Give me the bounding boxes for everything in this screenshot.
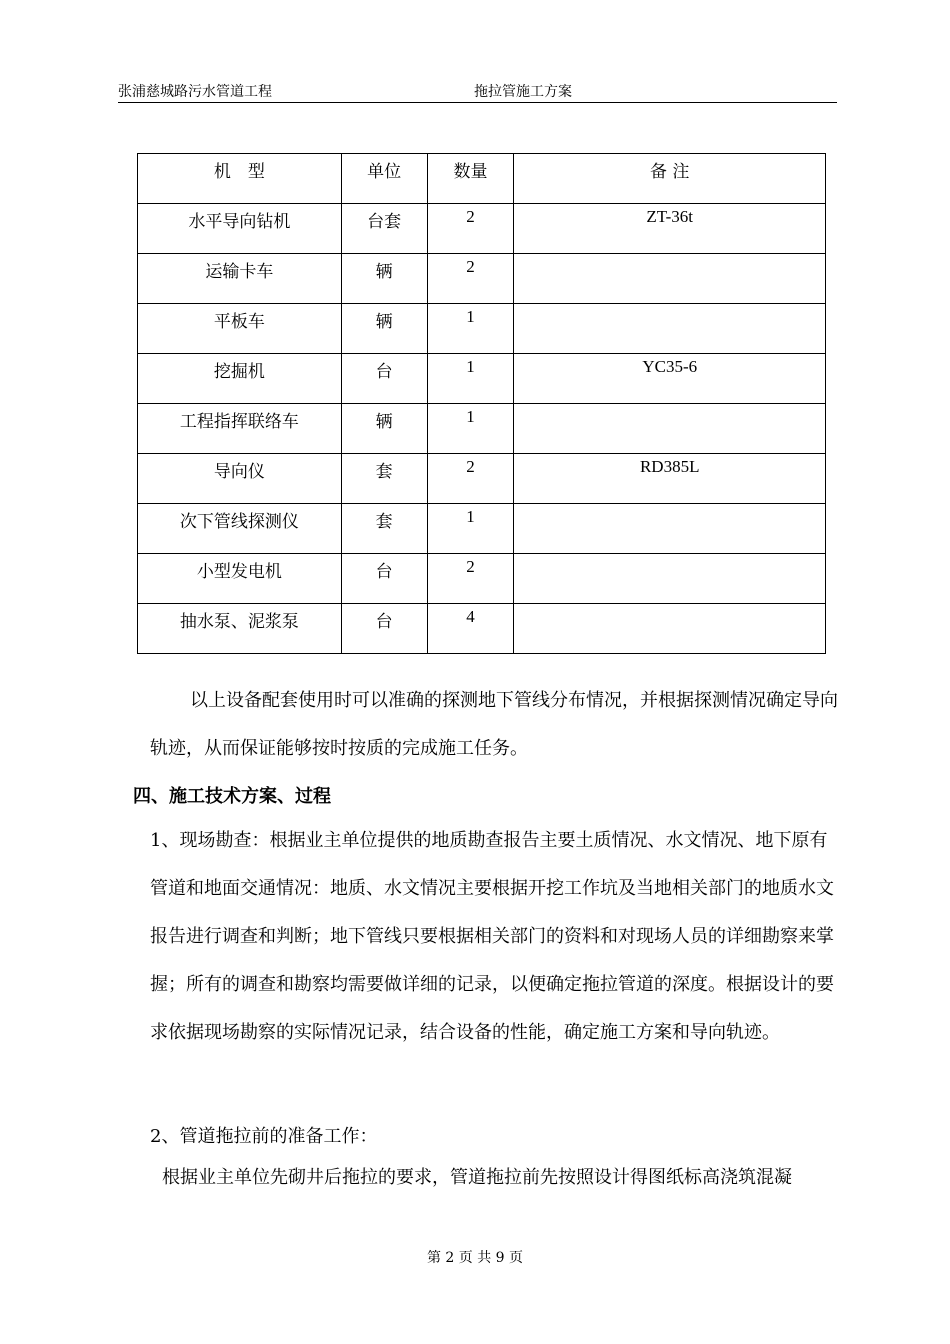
cell-remarks: ZT-36t bbox=[514, 204, 826, 254]
table-row bbox=[138, 504, 826, 554]
page-number: 第 2 页 共 9 页 bbox=[426, 1250, 524, 1266]
cell-unit: 辆 bbox=[341, 404, 427, 454]
header-cell-model: 机 型 bbox=[138, 154, 342, 204]
table-row bbox=[138, 554, 826, 604]
cell-quantity: 1 bbox=[427, 404, 514, 454]
section-heading: 四、施工技术方案、过程 bbox=[133, 786, 331, 807]
cell-unit: 辆 bbox=[341, 254, 427, 304]
cell-unit: 辆 bbox=[341, 304, 427, 354]
table-header-row bbox=[138, 154, 826, 204]
cell-quantity: 2 bbox=[427, 554, 514, 604]
cell-quantity: 1 bbox=[427, 504, 514, 554]
preparation-subheading: 2、管道拖拉前的准备工作： bbox=[150, 1126, 378, 1147]
cell-unit: 套 bbox=[341, 454, 427, 504]
cell-quantity: 2 bbox=[427, 254, 514, 304]
table-row bbox=[138, 604, 826, 654]
cell-model: 小型发电机 bbox=[138, 554, 342, 604]
cell-unit: 套 bbox=[341, 504, 427, 554]
preparation-paragraph: 根据业主单位先砌井后拖拉的要求，管道拖拉前先按照设计得图纸标高浇筑混凝 bbox=[162, 1167, 792, 1188]
cell-quantity: 4 bbox=[427, 604, 514, 654]
cell-model: 平板车 bbox=[138, 304, 342, 354]
table-row bbox=[138, 404, 826, 454]
project-name: 张浦慈城路污水管道工程 bbox=[118, 84, 272, 100]
header-cell-remarks: 备 注 bbox=[514, 154, 826, 204]
cell-remarks bbox=[514, 504, 826, 554]
cell-remarks bbox=[514, 404, 826, 454]
cell-remarks bbox=[514, 304, 826, 354]
cell-quantity: 1 bbox=[427, 304, 514, 354]
table-row bbox=[138, 204, 826, 254]
cell-quantity: 2 bbox=[427, 454, 514, 504]
cell-model: 抽水泵、泥浆泵 bbox=[138, 604, 342, 654]
cell-model: 挖掘机 bbox=[138, 354, 342, 404]
page-header bbox=[118, 80, 837, 103]
cell-model: 工程指挥联络车 bbox=[138, 404, 342, 454]
cell-quantity: 2 bbox=[427, 204, 514, 254]
header-cell-quantity: 数量 bbox=[427, 154, 514, 204]
cell-remarks: YC35-6 bbox=[514, 354, 826, 404]
table-row bbox=[138, 254, 826, 304]
table-row bbox=[138, 304, 826, 354]
cell-remarks bbox=[514, 604, 826, 654]
table-row bbox=[138, 454, 826, 504]
cell-remarks bbox=[514, 554, 826, 604]
cell-unit: 台 bbox=[341, 554, 427, 604]
cell-model: 运输卡车 bbox=[138, 254, 342, 304]
table-row bbox=[138, 354, 826, 404]
cell-unit: 台 bbox=[341, 354, 427, 404]
document-title: 拖拉管施工方案 bbox=[474, 84, 572, 100]
cell-model: 次下管线探测仪 bbox=[138, 504, 342, 554]
cell-quantity: 1 bbox=[427, 354, 514, 404]
cell-unit: 台套 bbox=[341, 204, 427, 254]
equipment-table bbox=[137, 153, 826, 654]
cell-remarks bbox=[514, 254, 826, 304]
cell-unit: 台 bbox=[341, 604, 427, 654]
cell-model: 导向仪 bbox=[138, 454, 342, 504]
equipment-summary-paragraph: 以上设备配套使用时可以准确的探测地下管线分布情况，并根据探测情况确定导向轨迹，从而保证能够按时按质的完成施工任务。 bbox=[150, 690, 838, 759]
cell-model: 水平导向钻机 bbox=[138, 204, 342, 254]
cell-remarks: RD385L bbox=[514, 454, 826, 504]
header-cell-unit: 单位 bbox=[341, 154, 427, 204]
site-survey-paragraph: 1、现场勘查：根据业主单位提供的地质勘查报告主要土质情况、水文情况、地下原有管道和地面交通情况：地质、水文情况主要根据开挖工作坑及当地相关部门的地质水文报告进行调查和判断；地下管线只要根据相关部门的资料和对现场人员的详细勘察来掌握；所有的调查和勘察均需要做详细的记录，以便确定拖拉管道的深度。根据设计的要求依据现场勘察的实际情况记录，结合设备的性能，确定施工方案和导向轨迹。 bbox=[150, 830, 834, 1043]
